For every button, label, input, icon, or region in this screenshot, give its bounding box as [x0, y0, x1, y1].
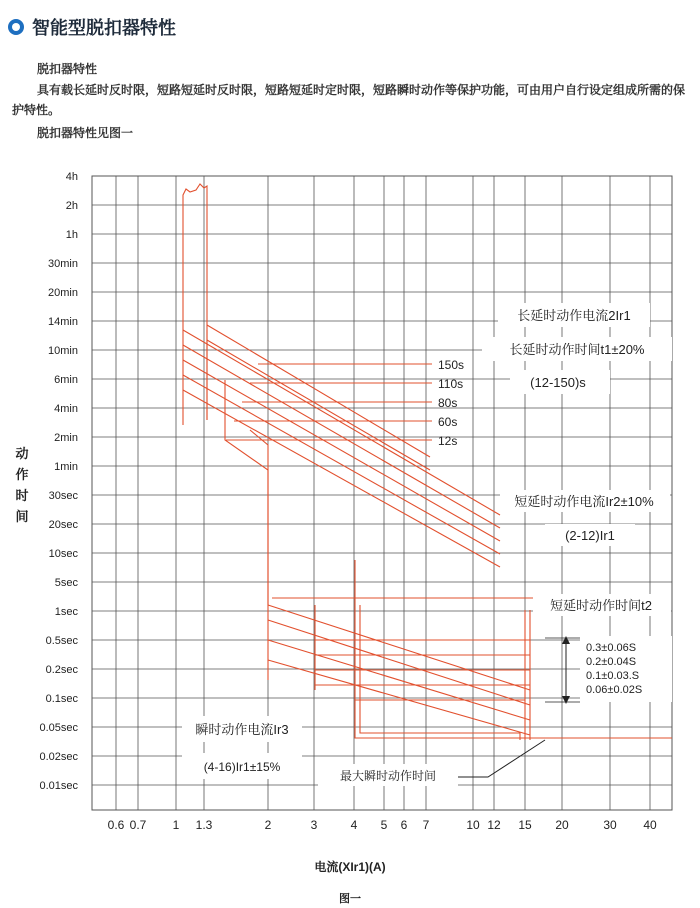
y-tick-label: 10sec	[48, 548, 78, 560]
y-tick-label: 2h	[65, 200, 78, 212]
y-tick-label: 2min	[54, 432, 78, 444]
x-tick-label: 5	[380, 818, 388, 832]
y-tick-label: 4h	[65, 171, 78, 183]
y-tick-label: 0.5sec	[45, 635, 78, 647]
annotation-label: 短延时动作时间t2	[550, 598, 652, 613]
x-tick-label: 30	[603, 818, 617, 832]
short-delay-curve	[268, 620, 530, 705]
short-delay-value: 0.1±0.03.S	[586, 670, 640, 682]
y-tick-label: 1min	[54, 461, 78, 473]
y-tick-label: 6min	[54, 374, 78, 386]
y-tick-label: 0.02sec	[39, 751, 78, 763]
figure-reference: 脱扣器特性见图一	[37, 126, 134, 140]
x-tick-label: 0.7	[129, 818, 147, 832]
y-tick-label: 0.1sec	[45, 693, 78, 705]
curve-start-bump	[183, 184, 207, 425]
x-tick-label: 10	[466, 818, 480, 832]
annotation-label: 长延时动作电流2Ir1	[517, 308, 631, 323]
y-tick-label: 1sec	[54, 606, 78, 618]
y-tick-label: 20min	[48, 287, 78, 299]
x-tick-label: 15	[518, 818, 532, 832]
y-tick-label: 5sec	[54, 577, 78, 589]
x-tick-label: 40	[643, 818, 657, 832]
x-axis-label: 电流(XIr1)(A)	[314, 860, 386, 874]
setting-label: 150s	[438, 358, 465, 372]
x-tick-label: 4	[350, 818, 358, 832]
section-heading: 脱扣器特性	[37, 62, 98, 76]
leader-line	[458, 740, 545, 777]
setting-label: 80s	[438, 396, 458, 410]
y-axis-label: 动 作 时 间	[15, 446, 29, 524]
y-tick-label: 10min	[48, 345, 78, 357]
short-delay-curve	[268, 640, 530, 720]
annotation-label: 最大瞬时动作时间	[339, 769, 437, 783]
y-tick-label: 0.01sec	[39, 780, 78, 792]
short-delay-value: 0.2±0.04S	[586, 656, 637, 668]
short-delay-value: 0.06±0.02S	[586, 684, 643, 696]
short-delay-curve	[268, 660, 530, 735]
x-tick-label: 0.6	[107, 818, 125, 832]
x-tick-label: 12	[487, 818, 501, 832]
x-tick-label: 1	[172, 818, 180, 832]
arrow-down-icon	[562, 696, 570, 704]
short-delay-value: 0.3±0.06S	[586, 642, 637, 654]
y-tick-label: 1h	[65, 229, 78, 241]
description-paragraph: 具有载长延时反时限，短路短延时反时限，短路短延时定时限，短路瞬时动作等保护功能，可由用户自行设定组成所需的保护特性。	[12, 83, 686, 117]
annotation-label: 瞬时动作电流Ir3	[195, 722, 289, 737]
y-tick-label: 14min	[48, 316, 78, 328]
x-tick-label: 3	[310, 818, 318, 832]
annotation-label: (4-16)Ir1±15%	[203, 760, 281, 774]
annotation-label: 长延时动作时间t1±20%	[509, 342, 645, 357]
x-tick-label: 6	[400, 818, 408, 832]
x-tick-label: 2	[264, 818, 272, 832]
y-tick-label: 0.2sec	[45, 664, 78, 676]
annotation-label: (12-150)s	[530, 375, 586, 390]
setting-label: 60s	[438, 415, 458, 429]
y-tick-label: 0.05sec	[39, 722, 78, 734]
annotation-label: (2-12)Ir1	[565, 528, 615, 543]
annotation-label: 短延时动作电流Ir2±10%	[514, 494, 654, 509]
y-tick-label: 30min	[48, 258, 78, 270]
y-tick-label: 20sec	[48, 519, 78, 531]
figure-caption: 图一	[339, 893, 361, 905]
setting-label: 110s	[438, 377, 464, 391]
x-tick-label: 1.3	[195, 818, 213, 832]
short-delay-step	[225, 380, 268, 605]
y-tick-label: 30sec	[48, 490, 78, 502]
short-delay-curve	[268, 605, 530, 690]
setting-label: 12s	[438, 434, 458, 448]
y-tick-label: 4min	[54, 403, 78, 415]
x-tick-label: 20	[555, 818, 569, 832]
x-tick-label: 7	[422, 818, 430, 832]
page-title: 智能型脱扣器特性	[32, 18, 176, 38]
